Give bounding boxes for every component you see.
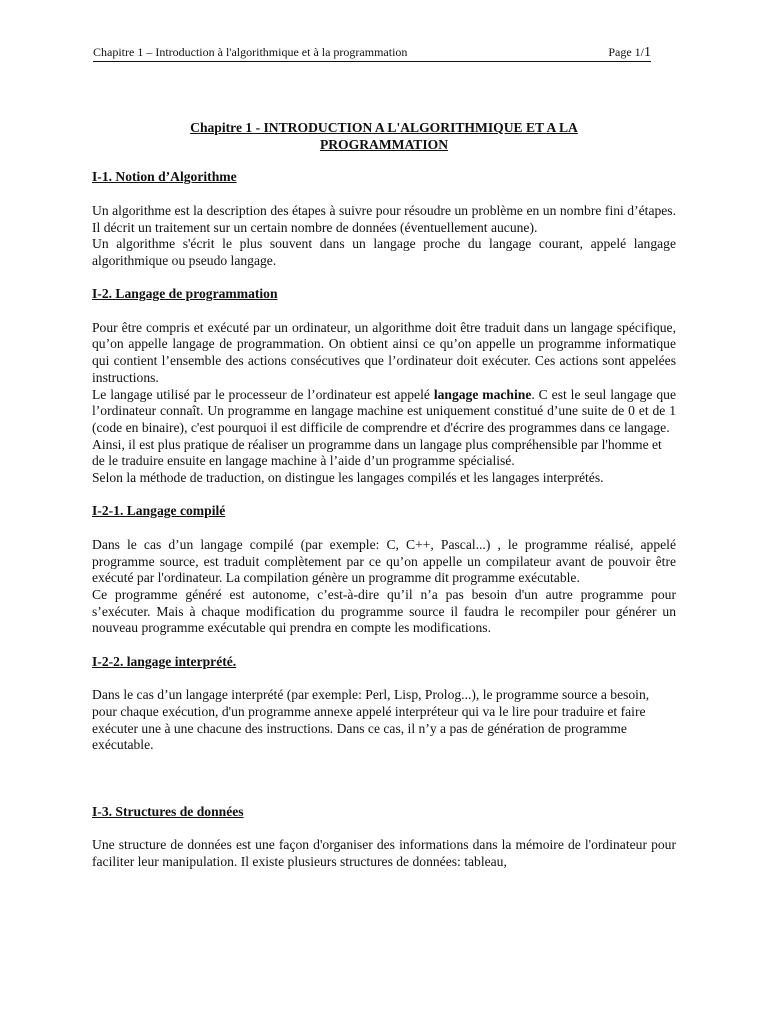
paragraph: Un algorithme est la description des étapes à suivre pour résoudre un problème en un nombre fini d’étapes. Il décrit un traitement sur un certain nombre de données (éventuellement aucune).	[92, 202, 676, 235]
section-heading-2: I-2. Langage de programmation	[92, 286, 278, 302]
section-3-body	[92, 837, 676, 870]
paragraph: Dans le cas d’un langage compilé (par exemple: C, C++, Pascal...) , le programme réalisé, appelé programme source, est traduit complètement par ce qu’on appelle un compilateur avant de pouvoir être exécuté par l'ordinateur. La compilation génère un programme dit programme exécutable.	[92, 536, 676, 586]
paragraph: Pour être compris et exécuté par un ordinateur, un algorithme doit être traduit dans un langage spécifique, qu’on appelle langage de programmation. On obtient ainsi ce qu’on appelle un programme informatique qui contient l’ensemble des actions consécutives que l’ordinateur doit exécuter. Ces actions sont appelées instructions.	[92, 319, 676, 385]
section-heading-3: I-3. Structures de données	[92, 803, 244, 819]
section-2-2-body	[92, 687, 676, 754]
paragraph	[92, 387, 676, 437]
spacer	[92, 771, 676, 804]
section-heading-1: I-1. Notion d’Algorithme	[92, 169, 237, 185]
section-2-1-body	[92, 537, 676, 637]
document-body	[92, 120, 676, 887]
ragged-paragraph-group	[92, 437, 676, 470]
section-1-body	[92, 203, 676, 270]
paragraph: Une structure de données est une façon d'organiser des informations dans la mémoire de l'ordinateur pour faciliter leur manipulation. Il existe plusieurs structures de données: tableau,	[92, 836, 676, 869]
paragraph: Ainsi, il est plus pratique de réaliser un programme dans un langage plus compréhensible par l'homme et de le traduire ensuite en langage machine à l’aide d’un programme spécialisé.	[92, 436, 662, 469]
paragraph: Ce programme généré est autonome, c’est-à-dire qu’il n’a pas besoin d'un autre programme pour s’exécuter. Mais à chaque modification du programme source il faudra le recompiler pour générer un nouveau programme exécutable qui prendra en compte les modifications.	[92, 586, 676, 636]
section-heading-2-2: I-2-2. langage interprété.	[92, 653, 237, 669]
header-chapter-title: Chapitre 1 – Introduction à l'algorithmique et à la programmation	[93, 45, 408, 59]
page-header	[93, 45, 651, 62]
section-heading-2-1: I-2-1. Langage compilé	[92, 503, 226, 519]
text-run: Le langage utilisé par le processeur de l’ordinateur est appelé	[92, 386, 434, 402]
header-page-number	[608, 45, 651, 60]
header-page-prefix: Page 1/	[608, 45, 644, 59]
header-page-total: 1	[644, 45, 651, 60]
paragraph: Un algorithme s'écrit le plus souvent dans un langage proche du langage courant, appelé langage algorithmique ou pseudo langage.	[92, 236, 676, 268]
text-run: . C est le seul langage que l’ordinateur connaît. Un programme en langage machine est uniquement constitué d’une suite de 0 et de 1 (code en binaire), c'est pourquoi il est difficile de comprendre et d'écrire des programmes dans ce langage.	[92, 386, 677, 435]
chapter-title: Chapitre 1 - INTRODUCTION A L'ALGORITHMIQUE ET A LA PROGRAMMATION	[190, 120, 578, 152]
paragraph: Dans le cas d’un langage interprété (par exemple: Perl, Lisp, Prolog...), le programme source a besoin, pour chaque exécution, d'un programme annexe appelé interpréteur qui va le lire pour traduire et faire exécuter une à une chacune des instructions. Dans ce cas, il n’y a pas de génération de programme exécutable.	[92, 687, 650, 753]
section-2-body	[92, 320, 676, 487]
paragraph: Selon la méthode de traduction, on distingue les langages compilés et les langages interprétés.	[92, 470, 604, 486]
bold-term: langage machine	[433, 386, 532, 402]
